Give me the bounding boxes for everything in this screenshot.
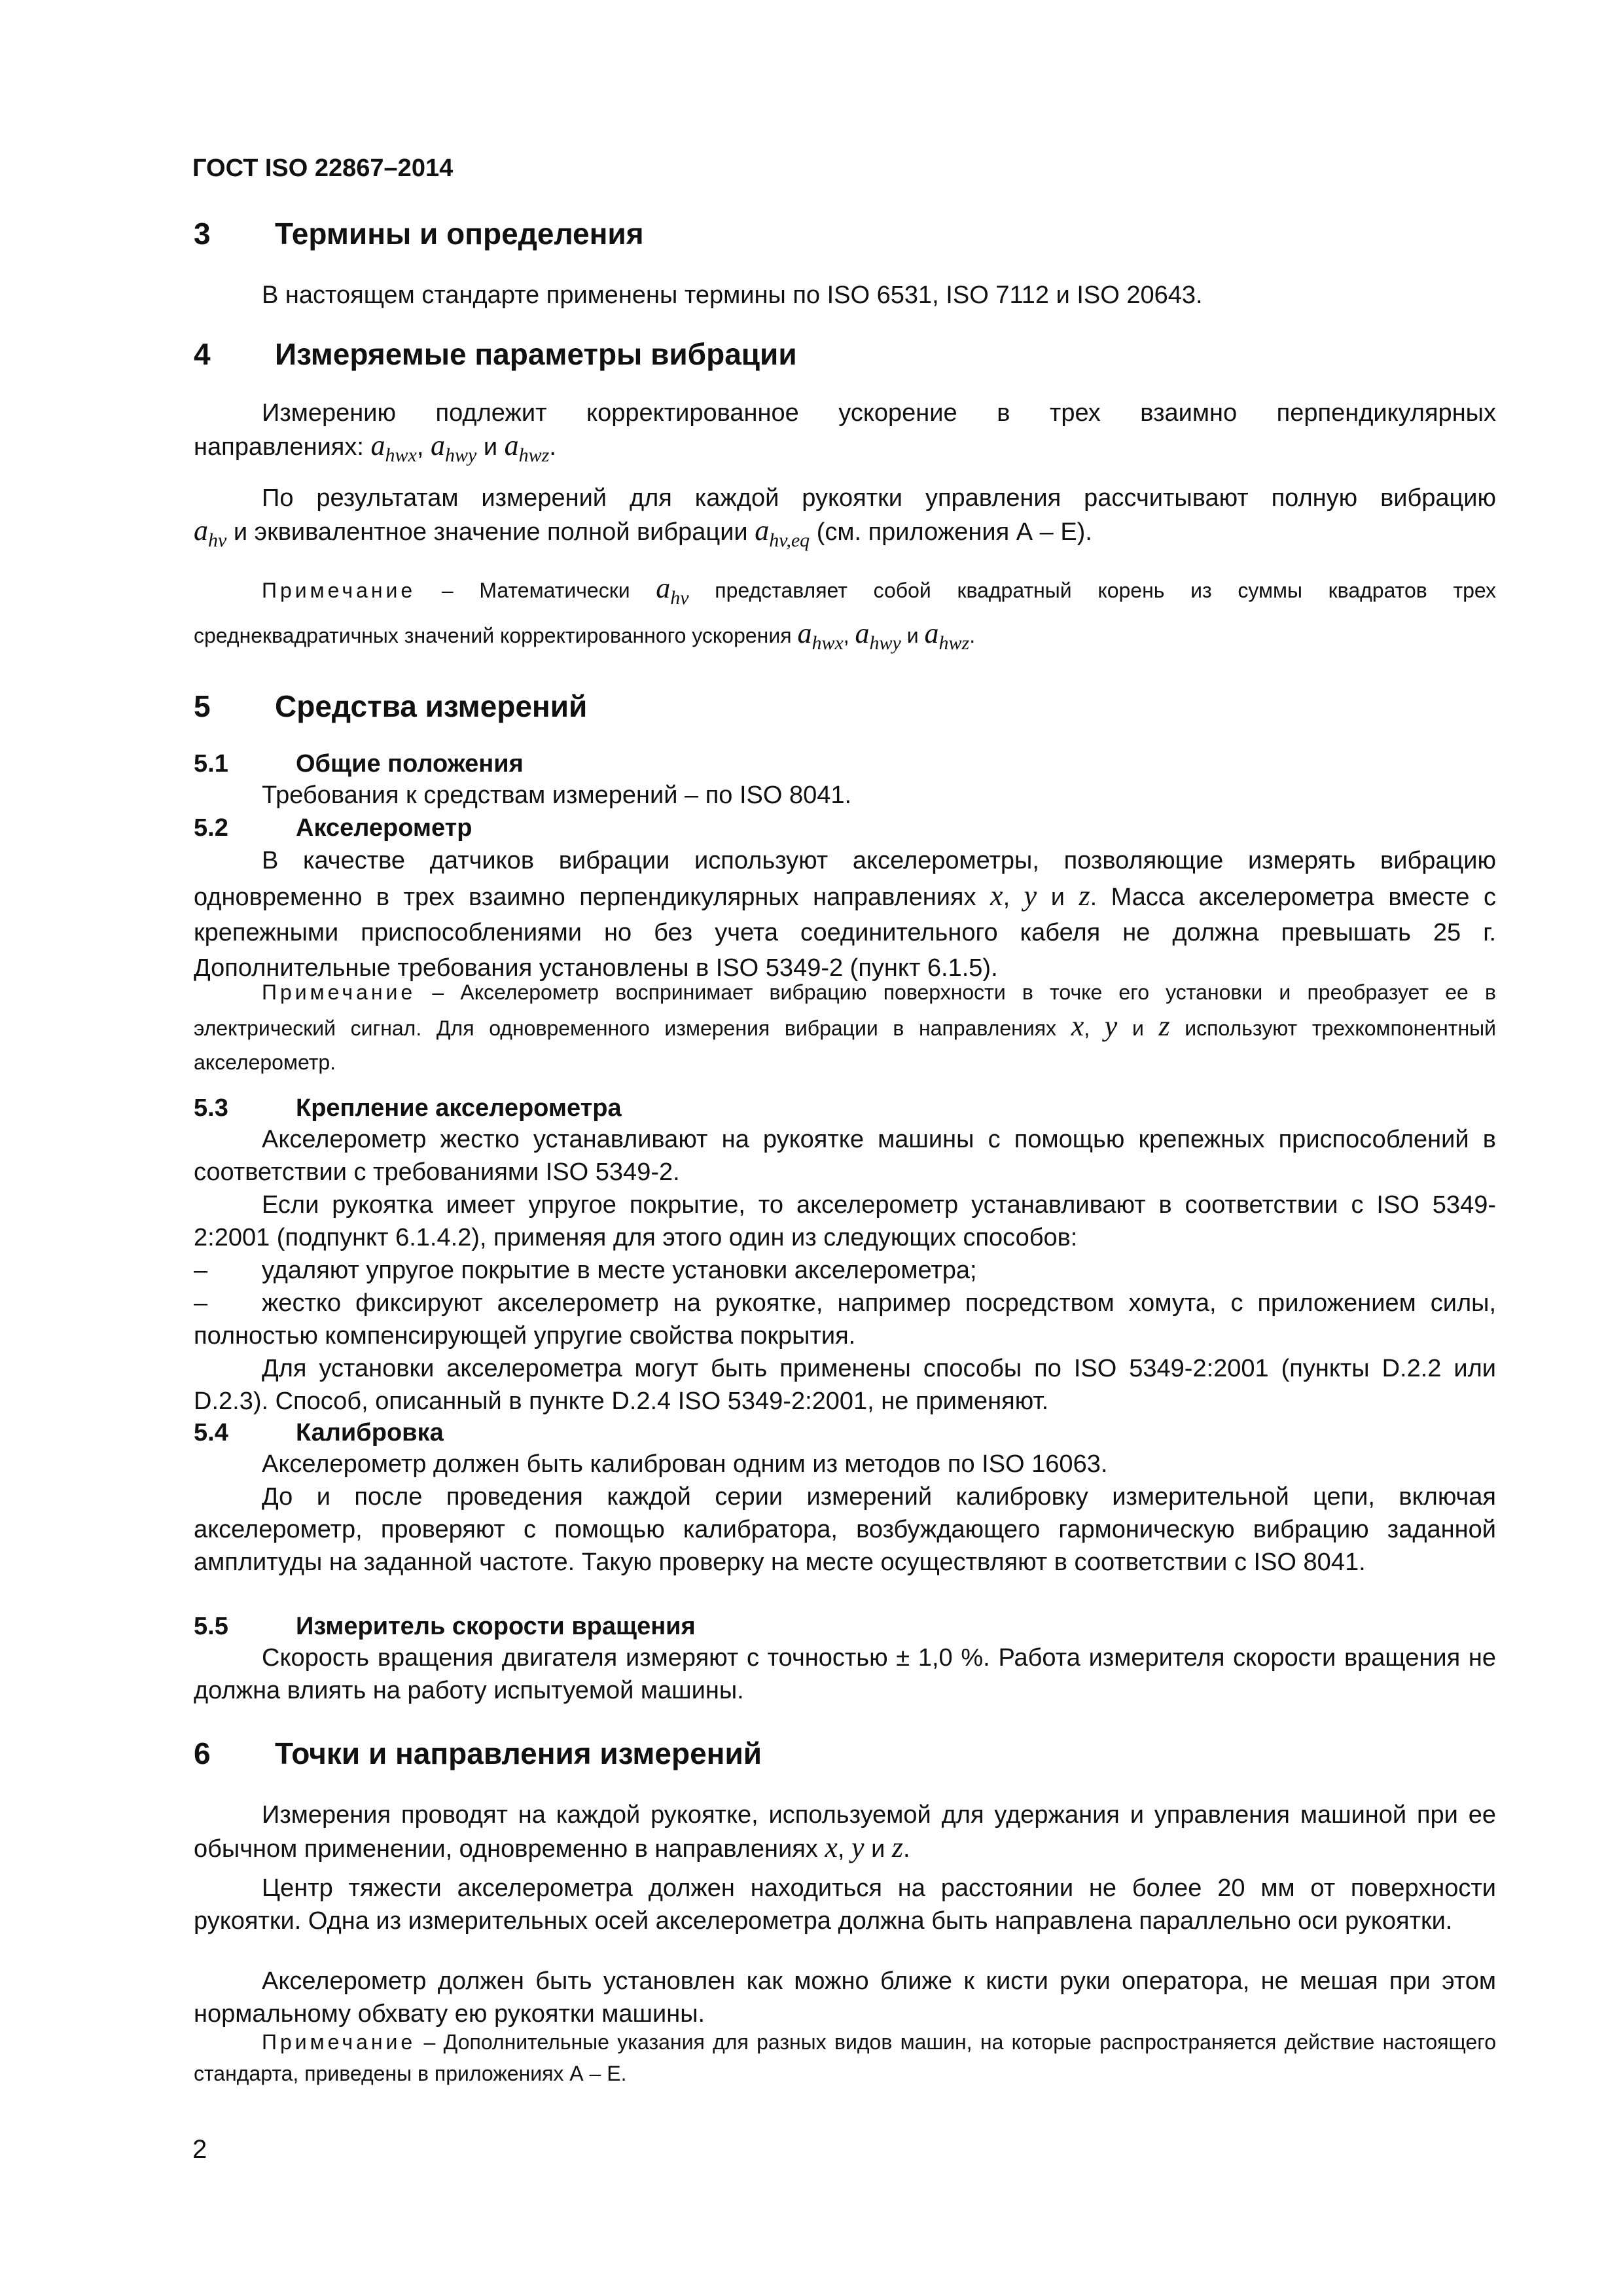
text-span: представляет собой квадратный корень из суммы квадратов трех [715, 579, 1496, 602]
math-a-hwy: $a_{hwy}$ [430, 429, 477, 466]
note-label: Примечание [262, 980, 416, 1004]
text-span: и [1132, 1016, 1144, 1040]
math-z: z [891, 1831, 904, 1863]
subsection-title: Акселерометр [296, 814, 473, 842]
note-line: среднеквадратичных значений корректированного ускорения $a_{hwx}$, $a_{hwy}$ и $a_{hwz}$. [194, 617, 976, 654]
subsection-5-3-paragraph-3: Для установки акселерометра могут быть применены способы по ISO 5349-2:2001 (пункты D.2.2 или D.2.3). Способ, описанный в пункте D.2.4 ISO 5349-2:2001, не применяют. [194, 1355, 1496, 1415]
subsection-5-2-heading [194, 814, 1496, 842]
text-span: В качестве датчиков вибрации используют акселерометры, позволяющие измерять вибрацию одновременно в трех взаимно перпендикулярных направлениях [194, 847, 1496, 911]
text-span: . Масса акселерометра вместе с крепежными приспособлениями но без учета соединительного кабеля не должна превышать 25 г. Дополнительные требования установлены в ISO 5349-2 (пункт 6.1.5). [194, 884, 1496, 982]
text-span: и [906, 623, 919, 647]
text-span: направлениях: [194, 433, 364, 461]
text-span: (см. приложения А – Е). [816, 518, 1092, 546]
list-item-text: жестко фиксируют акселерометр на рукоятке, например посредством хомута, с приложением силы, полностью компенсирующей упругие свойства покрытия. [194, 1289, 1496, 1350]
text-span: – Акселерометр воспринимает вибрацию поверхности в точке его установки и преобразует ее в электрический сигнал. Для одновременного измерения вибрации в направлениях [194, 980, 1497, 1040]
math-x: x [990, 880, 1003, 912]
math-y: y [1024, 880, 1037, 912]
math-a-hwz: $a_{hwz}$ [924, 617, 970, 654]
text-line: направлениях: $a_{hwx}$, $a_{hwy}$ и $a_{hwz}$. [194, 429, 556, 466]
subsection-5-2-note: Примечание – Акселерометр воспринимает вибрацию поверхности в точке его установки и преобразует ее в электрический сигнал. Для одновременного измерения вибрации в направлениях x, y и z используют трехкомпонентный акселерометр. [194, 980, 1497, 1074]
text-span: – Дополнительные указания для разных видов машин, на которые распространяется действие настоящего стандарта, приведены в приложениях А – Е. [194, 2030, 1497, 2085]
subsection-title: Крепление акселерометра [296, 1094, 622, 1122]
section-3-heading [194, 216, 1496, 251]
math-z: z [1158, 1010, 1170, 1042]
text-line [194, 514, 1496, 557]
math-y: y [851, 1831, 865, 1863]
section-number: 3 [194, 217, 211, 251]
section-4-paragraph-1 [194, 397, 1496, 472]
math-a-hwz: $a_{hwz}$ [504, 429, 550, 466]
subsection-number: 5.5 [194, 1613, 228, 1640]
section-4-note [194, 571, 1496, 661]
text-span: и эквивалентное значение полной вибрации [233, 518, 748, 546]
subsection-number: 5.1 [194, 750, 228, 778]
note-label: Примечание [262, 579, 416, 602]
section-5-heading [194, 689, 1496, 724]
section-3-paragraph: В настоящем стандарте применены термины по ISO 6531, ISO 7112 и ISO 20643. [262, 281, 1203, 309]
text-span: – Математически [441, 579, 630, 602]
section-number: 5 [194, 689, 211, 723]
math-a-hwy: $a_{hwy}$ [855, 617, 901, 654]
subsection-5-4-paragraph-2: До и после проведения каждой серии измерений калибровку измерительной цепи, включая акселерометр, проверяют с помощью калибратора, возбуждающего гармоническую вибрацию заданной амплитуды на заданной частоте. Такую проверку на месте осуществляют в соответствии с ISO 8041. [194, 1483, 1496, 1576]
subsection-5-3-paragraph-2: Если рукоятка имеет упругое покрытие, то акселерометр устанавливают в соответствии с ISO 5349-2:2001 (подпункт 6.1.4.2), применяя для этого один из следующих способов: [194, 1191, 1496, 1251]
list-item [194, 1254, 1496, 1287]
text-span: и [483, 433, 498, 461]
section-6-paragraph-2: Центр тяжести акселерометра должен находиться на расстоянии не более 20 мм от поверхности рукоятки. Одна из измерительных осей акселерометра должна быть направлена параллельно оси рукоятки. [194, 1874, 1496, 1935]
section-4-paragraph-2 [194, 482, 1496, 557]
section-6-note [194, 2026, 1496, 2089]
subsection-5-2-paragraph: В качестве датчиков вибрации используют акселерометры, позволяющие измерять вибрацию одновременно в трех взаимно перпендикулярных направлениях x, y и z. Масса акселерометра вместе с крепежными приспособлениями но без учета соединительного кабеля не должна превышать 25 г. Дополнительные требования установлены в ISO 5349-2 (пункт 6.1.5). [194, 847, 1496, 982]
subsection-5-5-heading [194, 1613, 1496, 1641]
subsection-number: 5.2 [194, 814, 228, 842]
text-span: Измерения проводят на каждой рукоятке, используемой для удержания и управления машиной при ее обычном применении, одновременно в направлениях [194, 1801, 1496, 1863]
section-title: Термины и определения [275, 217, 644, 251]
page-number: 2 [192, 2135, 207, 2164]
text-line: По результатам измерений для каждой рукоятки управления рассчитывают полную вибрацию [262, 484, 1496, 512]
subsection-5-1-paragraph: Требования к средствам измерений – по ISO 8041. [262, 781, 852, 809]
text-span: используют трехкомпонентный акселерометр. [194, 1016, 1497, 1074]
list-dash: – [194, 1289, 208, 1317]
math-a-hv: $a_{hv}$ [656, 572, 689, 609]
section-number: 4 [194, 337, 211, 371]
subsection-5-3-heading [194, 1094, 1496, 1122]
math-a-hveq: $a_{hv,eq}$ [755, 514, 810, 551]
section-4-heading [194, 336, 1496, 372]
list-dash: – [194, 1257, 208, 1284]
section-title: Средства измерений [275, 689, 588, 723]
math-a-hv: $a_{hv}$ [194, 514, 227, 551]
subsection-5-1-heading [194, 750, 1496, 778]
text-span: среднеквадратичных значений корректированного ускорения [194, 623, 792, 647]
section-number: 6 [194, 1736, 211, 1770]
subsection-title: Измеритель скорости вращения [296, 1613, 696, 1640]
math-a-hwx: $a_{hwx}$ [797, 617, 844, 654]
section-6-paragraph-1: Измерения проводят на каждой рукоятке, используемой для удержания и управления машиной при ее обычном применении, одновременно в направлениях x, y и z. [194, 1801, 1496, 1863]
subsection-title: Калибровка [296, 1419, 444, 1446]
math-x: x [825, 1831, 838, 1863]
text-span: и [871, 1835, 885, 1863]
subsection-5-3-paragraph-1: Акселерометр жестко устанавливают на рукоятке машины с помощью крепежных приспособлений в соответствии с требованиями ISO 5349-2. [194, 1126, 1496, 1186]
list-item [194, 1287, 1496, 1352]
subsection-5-4-heading [194, 1419, 1496, 1447]
note-label: Примечание [262, 2030, 416, 2054]
subsection-title: Общие положения [296, 750, 524, 778]
section-title: Точки и направления измерений [275, 1736, 762, 1770]
section-6-paragraph-3: Акселерометр должен быть установлен как можно ближе к кисти руки оператора, не мешая при этом нормальному обхвату ею рукоятки машины. [194, 1967, 1496, 2028]
math-a-hwx: $a_{hwx}$ [370, 429, 417, 466]
math-y: y [1104, 1010, 1118, 1042]
math-z: z [1079, 880, 1090, 912]
document-header: ГОСТ ISO 22867–2014 [192, 154, 454, 182]
math-x: x [1071, 1010, 1084, 1042]
subsection-number: 5.3 [194, 1094, 228, 1122]
subsection-5-4-paragraph-1: Акселерометр должен быть калиброван одним из методов по ISO 16063. [262, 1450, 1108, 1478]
section-6-heading [194, 1736, 1496, 1771]
list-item-text: удаляют упругое покрытие в месте установки акселерометра; [262, 1257, 977, 1284]
section-title: Измеряемые параметры вибрации [275, 337, 797, 371]
subsection-number: 5.4 [194, 1419, 228, 1446]
subsection-5-5-paragraph: Скорость вращения двигателя измеряют с точностью ± 1,0 %. Работа измерителя скорости вращения не должна влиять на работу испытуемой машины. [194, 1644, 1496, 1704]
text-span: и [1050, 884, 1065, 911]
text-line: Измерению подлежит корректированное ускорение в трех взаимно перпендикулярных [262, 399, 1496, 427]
note-line [194, 571, 1496, 616]
